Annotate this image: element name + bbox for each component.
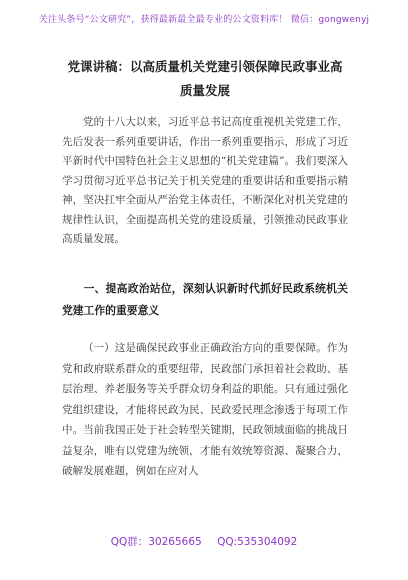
section-heading [62,278,348,322]
section-paragraph-text: （一）这是确保民政事业正确政治方向的重要保障。作为党和政府联系群众的重要纽带，民政部门承担着社会救助、基层治理、养老服务等关乎群众切身利益的职能。只有通过强化党组织建设，才能将民政为民、民政爱民理念渗透于每项工作中。当前我国正处于社会转型关键期，民政领域面临的挑战日益复杂，唯有以党建为统领，才能有效统筹资源、凝聚合力，破解发展难题，例如在应对人 [62,342,348,477]
footer-qq-group: QQ群：30265665 [110,536,202,548]
header-banner: 关注头条号“公文研究”，获得最新最全最专业的公文资料库！ 微信：gongwenyj [38,15,370,25]
intro-paragraph [62,113,348,250]
intro-paragraph-text: 党的十八大以来，习近平总书记高度重视机关党建工作，先后发表一系列重要讲话，作出一系列重要指示，形成了习近平新时代中国特色社会主义思想的“机关党建篇”。我们要深入学习贯彻习近平总书记关于机关党建的重要讲话和重要指示精神，坚决扛牢全面从严治党主体责任，不断深化对机关党建的规律性认识，全面提高机关党的建设质量，引领推动民政事业高质量发展。 [62,116,348,245]
document-title: 党课讲稿：以高质量机关党建引领保障民政事业高质量发展 [67,59,343,98]
section-heading-text: 一、提高政治站位，深刻认识新时代抓好民政系统机关党建工作的重要意义 [62,282,348,317]
section-paragraph [62,338,348,482]
footer-contact [0,534,408,549]
footer-qq-number: QQ:535304092 [217,536,298,548]
